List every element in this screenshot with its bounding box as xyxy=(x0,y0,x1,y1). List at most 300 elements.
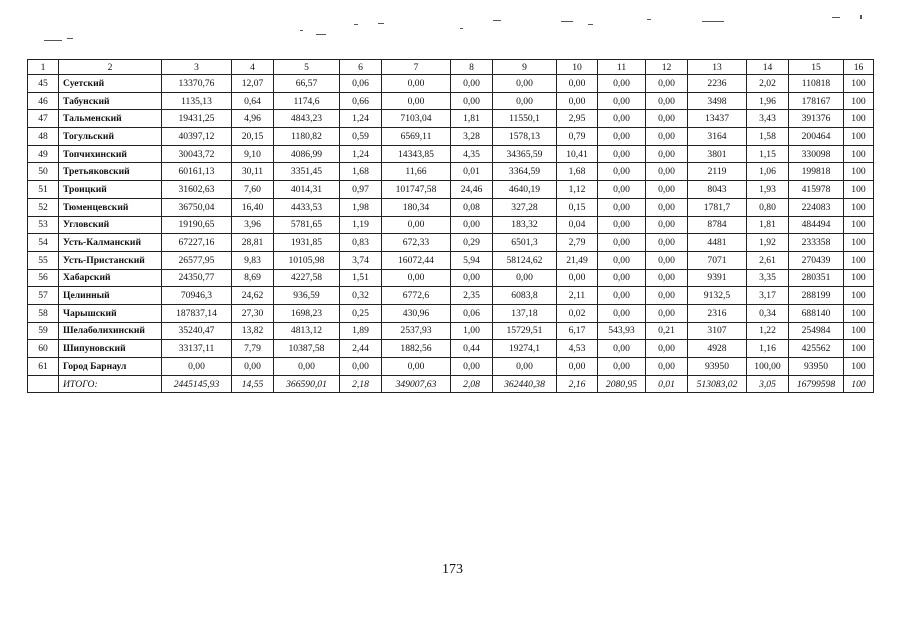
value-cell: 9391 xyxy=(688,269,747,287)
value-cell: 0,00 xyxy=(382,92,451,110)
value-cell: 0,00 xyxy=(598,163,646,181)
district-name-cell: Целинный xyxy=(59,287,162,305)
total-value-cell: 14,55 xyxy=(232,375,274,393)
district-name-cell: Суетский xyxy=(59,75,162,93)
value-cell: 0,00 xyxy=(493,269,557,287)
table-row xyxy=(28,92,874,110)
value-cell: 330098 xyxy=(789,145,844,163)
row-number-cell: 60 xyxy=(28,340,59,358)
column-header-8: 8 xyxy=(451,60,493,75)
value-cell: 28,81 xyxy=(232,234,274,252)
value-cell: 0,00 xyxy=(598,145,646,163)
column-header-15: 15 xyxy=(789,60,844,75)
column-header-14: 14 xyxy=(747,60,789,75)
column-header-5: 5 xyxy=(274,60,340,75)
value-cell: 21,49 xyxy=(557,251,598,269)
value-cell: 1,98 xyxy=(340,198,382,216)
value-cell: 1,16 xyxy=(747,340,789,358)
value-cell: 0,00 xyxy=(646,181,688,199)
table-row xyxy=(28,251,874,269)
district-name-cell: Тогульский xyxy=(59,128,162,146)
value-cell: 0,00 xyxy=(646,128,688,146)
column-header-10: 10 xyxy=(557,60,598,75)
value-cell: 3,96 xyxy=(232,216,274,234)
value-cell: 93950 xyxy=(789,358,844,376)
value-cell: 12,07 xyxy=(232,75,274,93)
value-cell: 100 xyxy=(844,340,874,358)
value-cell: 0,80 xyxy=(747,198,789,216)
value-cell: 8,69 xyxy=(232,269,274,287)
row-number-cell: 61 xyxy=(28,358,59,376)
value-cell: 688140 xyxy=(789,304,844,322)
value-cell: 0,00 xyxy=(162,358,232,376)
value-cell: 0,44 xyxy=(451,340,493,358)
value-cell: 0,00 xyxy=(557,75,598,93)
district-name-cell: Шелаболихинский xyxy=(59,322,162,340)
value-cell: 0,00 xyxy=(646,92,688,110)
value-cell: 3,74 xyxy=(340,251,382,269)
value-cell: 0,00 xyxy=(598,92,646,110)
value-cell: 0,00 xyxy=(598,128,646,146)
value-cell: 100 xyxy=(844,110,874,128)
value-cell: 183,32 xyxy=(493,216,557,234)
value-cell: 0,29 xyxy=(451,234,493,252)
value-cell: 9,10 xyxy=(232,145,274,163)
column-header-3: 3 xyxy=(162,60,232,75)
value-cell: 1,06 xyxy=(747,163,789,181)
row-number-cell: 56 xyxy=(28,269,59,287)
column-number-row xyxy=(28,60,874,75)
value-cell: 0,00 xyxy=(493,92,557,110)
value-cell: 100 xyxy=(844,75,874,93)
value-cell: 100 xyxy=(844,251,874,269)
value-cell: 1,00 xyxy=(451,322,493,340)
value-cell: 1,15 xyxy=(747,145,789,163)
value-cell: 6083,8 xyxy=(493,287,557,305)
value-cell: 4843,23 xyxy=(274,110,340,128)
value-cell: 672,33 xyxy=(382,234,451,252)
value-cell: 391376 xyxy=(789,110,844,128)
column-header-4: 4 xyxy=(232,60,274,75)
value-cell: 11,66 xyxy=(382,163,451,181)
value-cell: 7,79 xyxy=(232,340,274,358)
value-cell: 270439 xyxy=(789,251,844,269)
row-number-cell: 55 xyxy=(28,251,59,269)
value-cell: 0,04 xyxy=(557,216,598,234)
value-cell: 100,00 xyxy=(747,358,789,376)
value-cell: 0,00 xyxy=(557,269,598,287)
table-body xyxy=(28,75,874,393)
value-cell: 7071 xyxy=(688,251,747,269)
value-cell: 1698,23 xyxy=(274,304,340,322)
value-cell: 0,00 xyxy=(646,110,688,128)
table-row xyxy=(28,163,874,181)
value-cell: 100 xyxy=(844,322,874,340)
row-number-cell: 51 xyxy=(28,181,59,199)
value-cell: 0,00 xyxy=(646,198,688,216)
value-cell: 233358 xyxy=(789,234,844,252)
value-cell: 40397,12 xyxy=(162,128,232,146)
value-cell: 0,06 xyxy=(451,304,493,322)
value-cell: 0,34 xyxy=(747,304,789,322)
value-cell: 0,00 xyxy=(451,269,493,287)
value-cell: 288199 xyxy=(789,287,844,305)
scan-noise xyxy=(0,0,905,60)
value-cell: 3364,59 xyxy=(493,163,557,181)
value-cell: 35240,47 xyxy=(162,322,232,340)
value-cell: 484494 xyxy=(789,216,844,234)
value-cell: 6,17 xyxy=(557,322,598,340)
value-cell: 5,94 xyxy=(451,251,493,269)
table-row xyxy=(28,234,874,252)
value-cell: 26577,95 xyxy=(162,251,232,269)
value-cell: 2,35 xyxy=(451,287,493,305)
value-cell: 6772,6 xyxy=(382,287,451,305)
row-number-cell: 47 xyxy=(28,110,59,128)
value-cell: 24350,77 xyxy=(162,269,232,287)
value-cell: 19431,25 xyxy=(162,110,232,128)
value-cell: 0,00 xyxy=(382,358,451,376)
value-cell: 0,00 xyxy=(646,234,688,252)
district-name-cell: Третьяковский xyxy=(59,163,162,181)
value-cell: 0,06 xyxy=(340,75,382,93)
value-cell: 110818 xyxy=(789,75,844,93)
value-cell: 100 xyxy=(844,181,874,199)
value-cell: 1882,56 xyxy=(382,340,451,358)
value-cell: 100 xyxy=(844,304,874,322)
district-name-cell: Тюменцевский xyxy=(59,198,162,216)
value-cell: 0,00 xyxy=(557,92,598,110)
total-label-cell: ИТОГО: xyxy=(59,375,162,393)
value-cell: 2,61 xyxy=(747,251,789,269)
value-cell: 0,00 xyxy=(598,234,646,252)
row-number-cell: 52 xyxy=(28,198,59,216)
value-cell: 14343,85 xyxy=(382,145,451,163)
row-number-cell: 49 xyxy=(28,145,59,163)
value-cell: 1578,13 xyxy=(493,128,557,146)
table-row xyxy=(28,269,874,287)
value-cell: 4,96 xyxy=(232,110,274,128)
value-cell: 0,01 xyxy=(451,163,493,181)
value-cell: 430,96 xyxy=(382,304,451,322)
value-cell: 60161,13 xyxy=(162,163,232,181)
value-cell: 36750,04 xyxy=(162,198,232,216)
value-cell: 2236 xyxy=(688,75,747,93)
value-cell: 67227,16 xyxy=(162,234,232,252)
value-cell: 0,00 xyxy=(598,287,646,305)
value-cell: 8784 xyxy=(688,216,747,234)
row-number-cell: 57 xyxy=(28,287,59,305)
value-cell: 0,00 xyxy=(451,216,493,234)
value-cell: 0,00 xyxy=(493,358,557,376)
table-row xyxy=(28,75,874,93)
value-cell: 9,83 xyxy=(232,251,274,269)
value-cell: 4928 xyxy=(688,340,747,358)
table-row xyxy=(28,198,874,216)
value-cell: 280351 xyxy=(789,269,844,287)
value-cell: 58124,62 xyxy=(493,251,557,269)
table-row xyxy=(28,358,874,376)
value-cell: 2,79 xyxy=(557,234,598,252)
value-cell: 0,00 xyxy=(557,358,598,376)
value-cell: 0,00 xyxy=(646,163,688,181)
total-value-cell: 2,18 xyxy=(340,375,382,393)
value-cell: 1,89 xyxy=(340,322,382,340)
value-cell: 3107 xyxy=(688,322,747,340)
value-cell: 4433,53 xyxy=(274,198,340,216)
value-cell: 178167 xyxy=(789,92,844,110)
value-cell: 2537,93 xyxy=(382,322,451,340)
total-value-cell: 100 xyxy=(844,375,874,393)
value-cell: 100 xyxy=(844,269,874,287)
value-cell: 0,59 xyxy=(340,128,382,146)
value-cell: 4086,99 xyxy=(274,145,340,163)
value-cell: 2,02 xyxy=(747,75,789,93)
value-cell: 1174,6 xyxy=(274,92,340,110)
total-value-cell: 3,05 xyxy=(747,375,789,393)
value-cell: 3801 xyxy=(688,145,747,163)
column-header-7: 7 xyxy=(382,60,451,75)
table-row xyxy=(28,110,874,128)
value-cell: 0,00 xyxy=(451,92,493,110)
value-cell: 2119 xyxy=(688,163,747,181)
district-statistics-table xyxy=(27,59,874,393)
value-cell: 0,00 xyxy=(646,287,688,305)
table-row xyxy=(28,216,874,234)
value-cell: 4813,12 xyxy=(274,322,340,340)
value-cell: 3164 xyxy=(688,128,747,146)
value-cell: 0,00 xyxy=(382,75,451,93)
value-cell: 0,83 xyxy=(340,234,382,252)
table-row xyxy=(28,181,874,199)
value-cell: 0,21 xyxy=(646,322,688,340)
district-name-cell: Усть-Калманский xyxy=(59,234,162,252)
value-cell: 27,30 xyxy=(232,304,274,322)
value-cell: 3351,45 xyxy=(274,163,340,181)
value-cell: 3,43 xyxy=(747,110,789,128)
value-cell: 0,00 xyxy=(274,358,340,376)
value-cell: 19274,1 xyxy=(493,340,557,358)
value-cell: 7103,04 xyxy=(382,110,451,128)
value-cell: 0,00 xyxy=(646,340,688,358)
value-cell: 2,44 xyxy=(340,340,382,358)
total-value-cell: 362440,38 xyxy=(493,375,557,393)
value-cell: 0,08 xyxy=(451,198,493,216)
value-cell: 0,25 xyxy=(340,304,382,322)
value-cell: 3,17 xyxy=(747,287,789,305)
value-cell: 70946,3 xyxy=(162,287,232,305)
district-name-cell: Угловский xyxy=(59,216,162,234)
district-name-cell: Усть-Пристанский xyxy=(59,251,162,269)
value-cell: 0,00 xyxy=(646,216,688,234)
row-number-cell: 48 xyxy=(28,128,59,146)
value-cell: 0,66 xyxy=(340,92,382,110)
value-cell: 16072,44 xyxy=(382,251,451,269)
district-name-cell: Чарышский xyxy=(59,304,162,322)
value-cell: 0,32 xyxy=(340,287,382,305)
value-cell: 1,92 xyxy=(747,234,789,252)
value-cell: 0,64 xyxy=(232,92,274,110)
value-cell: 0,00 xyxy=(646,269,688,287)
value-cell: 1,81 xyxy=(747,216,789,234)
value-cell: 100 xyxy=(844,287,874,305)
value-cell: 100 xyxy=(844,358,874,376)
value-cell: 1,19 xyxy=(340,216,382,234)
value-cell: 1,22 xyxy=(747,322,789,340)
value-cell: 100 xyxy=(844,234,874,252)
value-cell: 0,00 xyxy=(646,251,688,269)
value-cell: 33137,11 xyxy=(162,340,232,358)
total-value-cell: 349007,63 xyxy=(382,375,451,393)
value-cell: 0,79 xyxy=(557,128,598,146)
value-cell: 425562 xyxy=(789,340,844,358)
value-cell: 0,00 xyxy=(340,358,382,376)
value-cell: 0,15 xyxy=(557,198,598,216)
column-header-13: 13 xyxy=(688,60,747,75)
value-cell: 20,15 xyxy=(232,128,274,146)
value-cell: 13437 xyxy=(688,110,747,128)
value-cell: 1,58 xyxy=(747,128,789,146)
total-value-cell: 2,16 xyxy=(557,375,598,393)
table-row xyxy=(28,340,874,358)
value-cell: 0,00 xyxy=(598,251,646,269)
value-cell: 224083 xyxy=(789,198,844,216)
total-value-cell: 366590,01 xyxy=(274,375,340,393)
value-cell: 100 xyxy=(844,216,874,234)
value-cell: 5781,65 xyxy=(274,216,340,234)
value-cell: 254984 xyxy=(789,322,844,340)
value-cell: 6569,11 xyxy=(382,128,451,146)
value-cell: 200464 xyxy=(789,128,844,146)
total-value-cell: 2445145,93 xyxy=(162,375,232,393)
value-cell: 187837,14 xyxy=(162,304,232,322)
value-cell: 100 xyxy=(844,145,874,163)
column-header-2: 2 xyxy=(59,60,162,75)
value-cell: 100 xyxy=(844,163,874,181)
value-cell: 66,57 xyxy=(274,75,340,93)
value-cell: 0,00 xyxy=(646,75,688,93)
value-cell: 1180,82 xyxy=(274,128,340,146)
row-number-cell: 54 xyxy=(28,234,59,252)
table-row xyxy=(28,145,874,163)
value-cell: 1,81 xyxy=(451,110,493,128)
table-row xyxy=(28,304,874,322)
table-row xyxy=(28,128,874,146)
value-cell: 0,00 xyxy=(232,358,274,376)
value-cell: 0,00 xyxy=(451,75,493,93)
value-cell: 9132,5 xyxy=(688,287,747,305)
row-number-cell: 59 xyxy=(28,322,59,340)
value-cell: 16,40 xyxy=(232,198,274,216)
column-header-11: 11 xyxy=(598,60,646,75)
value-cell: 1,24 xyxy=(340,110,382,128)
row-number-cell: 58 xyxy=(28,304,59,322)
value-cell: 180,34 xyxy=(382,198,451,216)
value-cell: 0,00 xyxy=(598,110,646,128)
column-header-9: 9 xyxy=(493,60,557,75)
row-number-cell: 45 xyxy=(28,75,59,93)
table-row xyxy=(28,287,874,305)
total-value-cell: 2,08 xyxy=(451,375,493,393)
value-cell: 415978 xyxy=(789,181,844,199)
table-header xyxy=(28,60,874,75)
value-cell: 10105,98 xyxy=(274,251,340,269)
column-header-6: 6 xyxy=(340,60,382,75)
value-cell: 3498 xyxy=(688,92,747,110)
value-cell: 34365,59 xyxy=(493,145,557,163)
value-cell: 0,02 xyxy=(557,304,598,322)
value-cell: 24,62 xyxy=(232,287,274,305)
value-cell: 199818 xyxy=(789,163,844,181)
value-cell: 936,59 xyxy=(274,287,340,305)
value-cell: 1931,85 xyxy=(274,234,340,252)
value-cell: 4014,31 xyxy=(274,181,340,199)
value-cell: 0,00 xyxy=(646,304,688,322)
value-cell: 24,46 xyxy=(451,181,493,199)
district-name-cell: Шипуновский xyxy=(59,340,162,358)
value-cell: 0,00 xyxy=(493,75,557,93)
value-cell: 0,00 xyxy=(451,358,493,376)
page-number: 173 xyxy=(442,562,463,577)
value-cell: 19190,65 xyxy=(162,216,232,234)
value-cell: 31602,63 xyxy=(162,181,232,199)
value-cell: 1,12 xyxy=(557,181,598,199)
district-name-cell: Хабарский xyxy=(59,269,162,287)
value-cell: 3,35 xyxy=(747,269,789,287)
value-cell: 2,11 xyxy=(557,287,598,305)
value-cell: 1,24 xyxy=(340,145,382,163)
value-cell: 0,00 xyxy=(646,358,688,376)
row-number-cell: 50 xyxy=(28,163,59,181)
value-cell: 4481 xyxy=(688,234,747,252)
total-value-cell: 513083,02 xyxy=(688,375,747,393)
value-cell: 0,00 xyxy=(598,358,646,376)
value-cell: 4227,58 xyxy=(274,269,340,287)
total-value-cell xyxy=(28,375,59,393)
value-cell: 0,00 xyxy=(598,269,646,287)
value-cell: 11550,1 xyxy=(493,110,557,128)
value-cell: 6501,3 xyxy=(493,234,557,252)
value-cell: 0,00 xyxy=(646,145,688,163)
value-cell: 10,41 xyxy=(557,145,598,163)
district-name-cell: Табунский xyxy=(59,92,162,110)
total-value-cell: 2080,95 xyxy=(598,375,646,393)
value-cell: 2316 xyxy=(688,304,747,322)
value-cell: 15729,51 xyxy=(493,322,557,340)
column-header-12: 12 xyxy=(646,60,688,75)
district-name-cell: Город Барнаул xyxy=(59,358,162,376)
value-cell: 1,68 xyxy=(557,163,598,181)
value-cell: 327,28 xyxy=(493,198,557,216)
value-cell: 0,00 xyxy=(382,269,451,287)
table-row xyxy=(28,322,874,340)
value-cell: 13,82 xyxy=(232,322,274,340)
value-cell: 1,68 xyxy=(340,163,382,181)
value-cell: 4,53 xyxy=(557,340,598,358)
value-cell: 4,35 xyxy=(451,145,493,163)
value-cell: 543,93 xyxy=(598,322,646,340)
value-cell: 0,00 xyxy=(598,198,646,216)
row-number-cell: 53 xyxy=(28,216,59,234)
value-cell: 0,00 xyxy=(598,181,646,199)
value-cell: 8043 xyxy=(688,181,747,199)
value-cell: 100 xyxy=(844,128,874,146)
value-cell: 1,93 xyxy=(747,181,789,199)
row-number-cell: 46 xyxy=(28,92,59,110)
district-name-cell: Троицкий xyxy=(59,181,162,199)
total-value-cell: 16799598 xyxy=(789,375,844,393)
value-cell: 100 xyxy=(844,198,874,216)
